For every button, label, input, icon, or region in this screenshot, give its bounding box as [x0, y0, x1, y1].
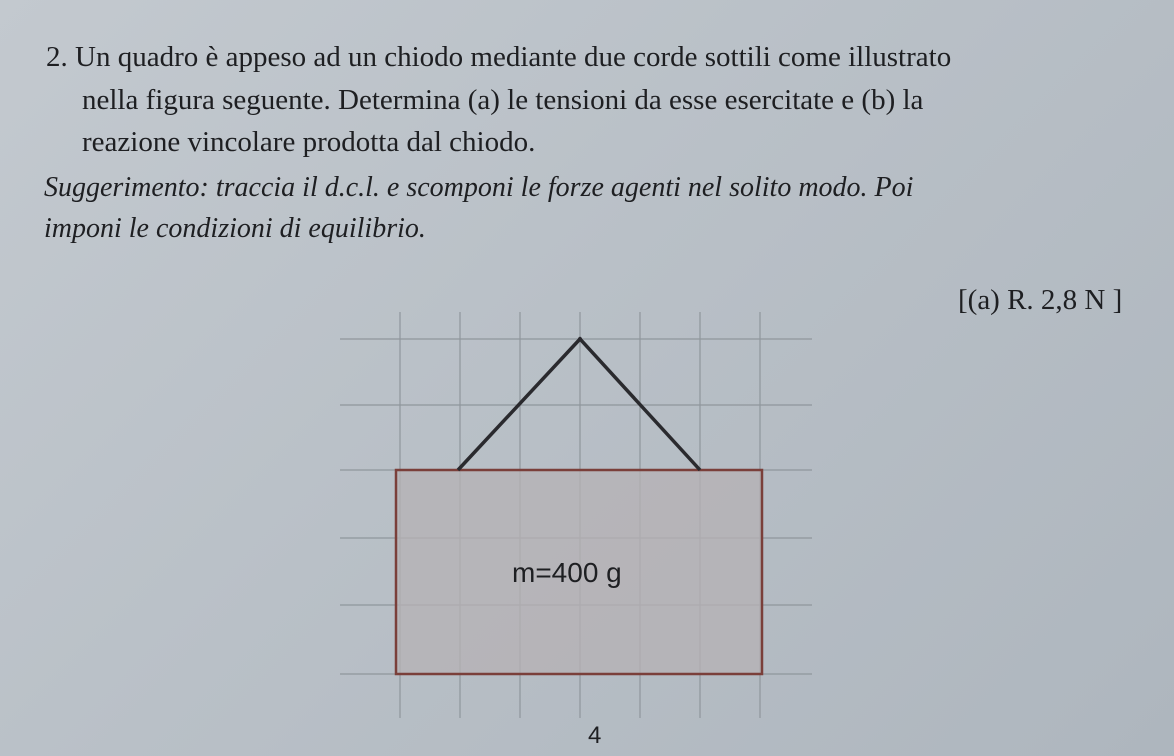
- scale-label: 4: [588, 722, 602, 749]
- mass-label: m=400 g: [512, 557, 622, 588]
- answer-text: [(a) R. 2,8 N ]: [958, 284, 1123, 316]
- nail-point: [578, 337, 582, 341]
- problem-text-line-1: 2. Un quadro è appeso ad un chiodo mediante due corde sottili come illustrato: [46, 41, 952, 73]
- hint-text-line-2: imponi le condizioni di equilibrio.: [44, 213, 426, 244]
- hint-text-line-1: Suggerimento: traccia il d.c.l. e scomponi le forze agenti nel solito modo. Poi: [44, 172, 914, 203]
- problem-text-line-2: nella figura seguente. Determina (a) le tensioni da esse esercitate e (b) la: [82, 84, 924, 116]
- problem-text-line-3: reazione vincolare prodotta dal chiodo.: [82, 126, 536, 158]
